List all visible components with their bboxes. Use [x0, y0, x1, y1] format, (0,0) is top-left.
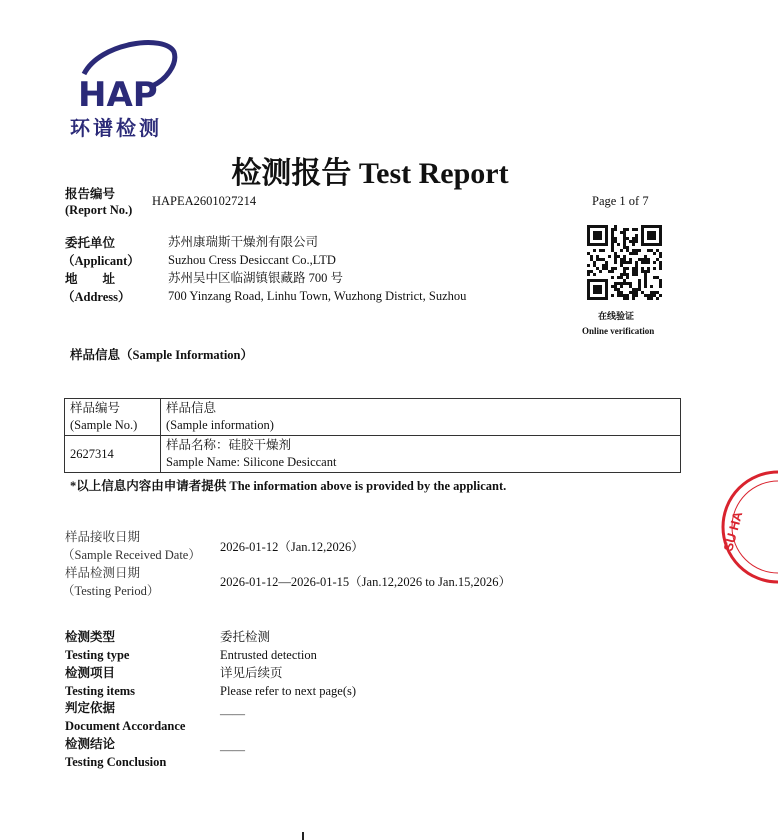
sample-no-cell: 2627314 — [65, 436, 161, 473]
conclusion-value: —— — [220, 743, 245, 757]
accordance-value: —— — [220, 707, 245, 721]
testing-period-label-en: （Testing Period） — [62, 584, 160, 598]
table-row — [65, 436, 681, 473]
address-label-cn: 地 址 — [65, 272, 116, 286]
testing-type-label-en: Testing type — [65, 648, 130, 662]
testing-period-label-cn: 样品检测日期 — [65, 566, 141, 580]
testing-type-label-cn: 检测类型 — [65, 630, 116, 644]
sample-section-title: 样品信息（Sample Information） — [70, 348, 253, 362]
report-no-label-cn: 报告编号 — [65, 187, 116, 201]
report-no-label-en: (Report No.) — [65, 203, 133, 217]
verify-label-cn: 在线验证 — [598, 311, 635, 321]
conclusion-label-en: Testing Conclusion — [65, 755, 167, 769]
conclusion-label-cn: 检测结论 — [65, 737, 116, 751]
applicant-name-en: Suzhou Cress Desiccant Co.,LTD — [168, 253, 336, 267]
testing-items-value-cn: 详见后续页 — [220, 666, 283, 680]
testing-items-label-cn: 检测项目 — [65, 666, 116, 680]
sample-info-header-en: (Sample information) — [166, 418, 274, 432]
received-date-label-cn: 样品接收日期 — [65, 530, 141, 544]
table-header-cell — [65, 399, 161, 436]
page-indicator: Page 1 of 7 — [592, 194, 649, 208]
received-date-label-en: （Sample Received Date） — [62, 548, 201, 562]
sample-no-header-cn: 样品编号 — [70, 401, 121, 415]
testing-items-label-en: Testing items — [65, 684, 136, 698]
qr-code-icon[interactable] — [587, 225, 662, 300]
logo-chinese-name: 环谱检测 — [70, 116, 162, 140]
sample-name-cell — [161, 436, 681, 473]
sample-no-header-en: (Sample No.) — [70, 418, 138, 432]
table-header-cell — [161, 399, 681, 436]
verify-label-en: Online verification — [582, 326, 655, 336]
applicant-name-cn: 苏州康瑞斯干燥剂有限公司 — [168, 235, 319, 249]
address-cn: 苏州吴中区临湖镇银藏路 700 号 — [168, 271, 344, 285]
sample-info-header-cn: 样品信息 — [166, 401, 217, 415]
applicant-label-en: （Applicant） — [62, 254, 140, 268]
report-no-value: HAPEA2601027214 — [152, 194, 257, 208]
testing-items-value-en: Please refer to next page(s) — [220, 684, 357, 698]
accordance-label-cn: 判定依据 — [65, 701, 116, 715]
applicant-note: *以上信息内容由申请者提供 The information above is provided by the applicant. — [70, 479, 507, 493]
testing-period-value: 2026-01-12—2026-01-15（Jan.12,2026 to Jan.15,2026） — [220, 575, 511, 589]
address-label-en: （Address） — [62, 290, 131, 304]
stamp-text: SU HA — [720, 509, 746, 553]
address-en: 700 Yinzang Road, Linhu Town, Wuzhong District, Suzhou — [168, 289, 467, 303]
received-date-value: 2026-01-12（Jan.12,2026） — [220, 540, 364, 554]
applicant-label-cn: 委托单位 — [65, 236, 116, 250]
testing-type-value-en: Entrusted detection — [220, 648, 317, 662]
official-seal-stamp — [718, 462, 778, 592]
sample-table — [64, 398, 681, 473]
accordance-label-en: Document Accordance — [65, 719, 186, 733]
bottom-mark — [302, 832, 304, 840]
page-title: 检测报告 Test Report — [231, 157, 509, 190]
logo-mark: HAP — [78, 75, 158, 115]
testing-type-value-cn: 委托检测 — [220, 630, 271, 644]
table-row — [65, 399, 681, 436]
sample-name-cn: 样品名称：硅胶干燥剂 — [166, 438, 292, 452]
sample-name-en: Sample Name: Silicone Desiccant — [166, 455, 337, 469]
